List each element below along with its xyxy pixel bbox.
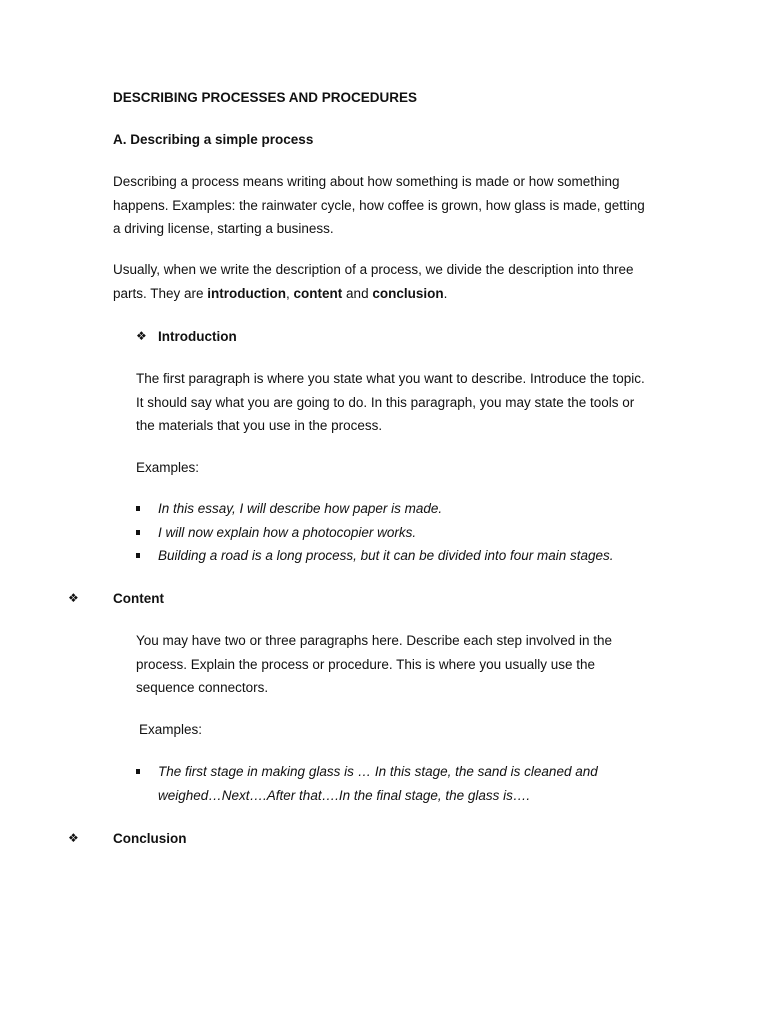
introduction-examples-label: Examples: bbox=[136, 460, 200, 475]
diamond-bullet-icon: ❖ bbox=[68, 591, 79, 605]
square-bullet-icon bbox=[136, 769, 140, 774]
content-body: You may have two or three paragraphs here. Describe each step involved in the process. Explain the process or procedure. This is where you usually use the sequence connectors. bbox=[136, 633, 613, 695]
list-item: I will now explain how a photocopier works. bbox=[136, 521, 656, 545]
square-bullet-icon bbox=[136, 506, 140, 511]
term-content: content bbox=[293, 285, 343, 301]
term-conclusion: conclusion bbox=[372, 285, 444, 301]
conclusion-heading: Conclusion bbox=[113, 831, 187, 846]
list-item: In this essay, I will describe how paper is made. bbox=[136, 497, 656, 521]
diamond-bullet-icon: ❖ bbox=[68, 831, 79, 845]
introduction-body: The first paragraph is where you state what you want to describe. Introduce the topic. It should say what you are going to do. In this paragraph, you may state the tools or the materials that you use in the process. bbox=[136, 371, 645, 433]
content-examples-label: Examples: bbox=[139, 722, 203, 737]
content-heading: Content bbox=[113, 591, 164, 606]
list-item: Building a road is a long process, but it can be divided into four main stages. bbox=[136, 544, 656, 568]
list-item: The first stage in making glass is … In this stage, the sand is cleaned and weighed…Next….After that….In the final stage, the glass is…. bbox=[136, 760, 656, 807]
square-bullet-icon bbox=[136, 553, 140, 558]
section-a-heading: A. Describing a simple process bbox=[113, 132, 314, 147]
intro-paragraph: Describing a process means writing about how something is made or how something happens. Examples: the rainwater cycle, how coffee is grown, how glass is made, getting a driving license, starting a business. bbox=[113, 174, 645, 236]
document-title: DESCRIBING PROCESSES AND PROCEDURES bbox=[113, 90, 418, 105]
square-bullet-icon bbox=[136, 530, 140, 535]
diamond-bullet-icon: ❖ bbox=[136, 329, 147, 343]
term-introduction: introduction bbox=[207, 285, 287, 301]
content-examples-list bbox=[136, 760, 656, 807]
parts-paragraph: Usually, when we write the description of a process, we divide the description into three parts. They are introduction, content and conclusion. bbox=[113, 262, 634, 301]
introduction-examples-list bbox=[136, 497, 656, 568]
introduction-heading: Introduction bbox=[158, 329, 237, 344]
